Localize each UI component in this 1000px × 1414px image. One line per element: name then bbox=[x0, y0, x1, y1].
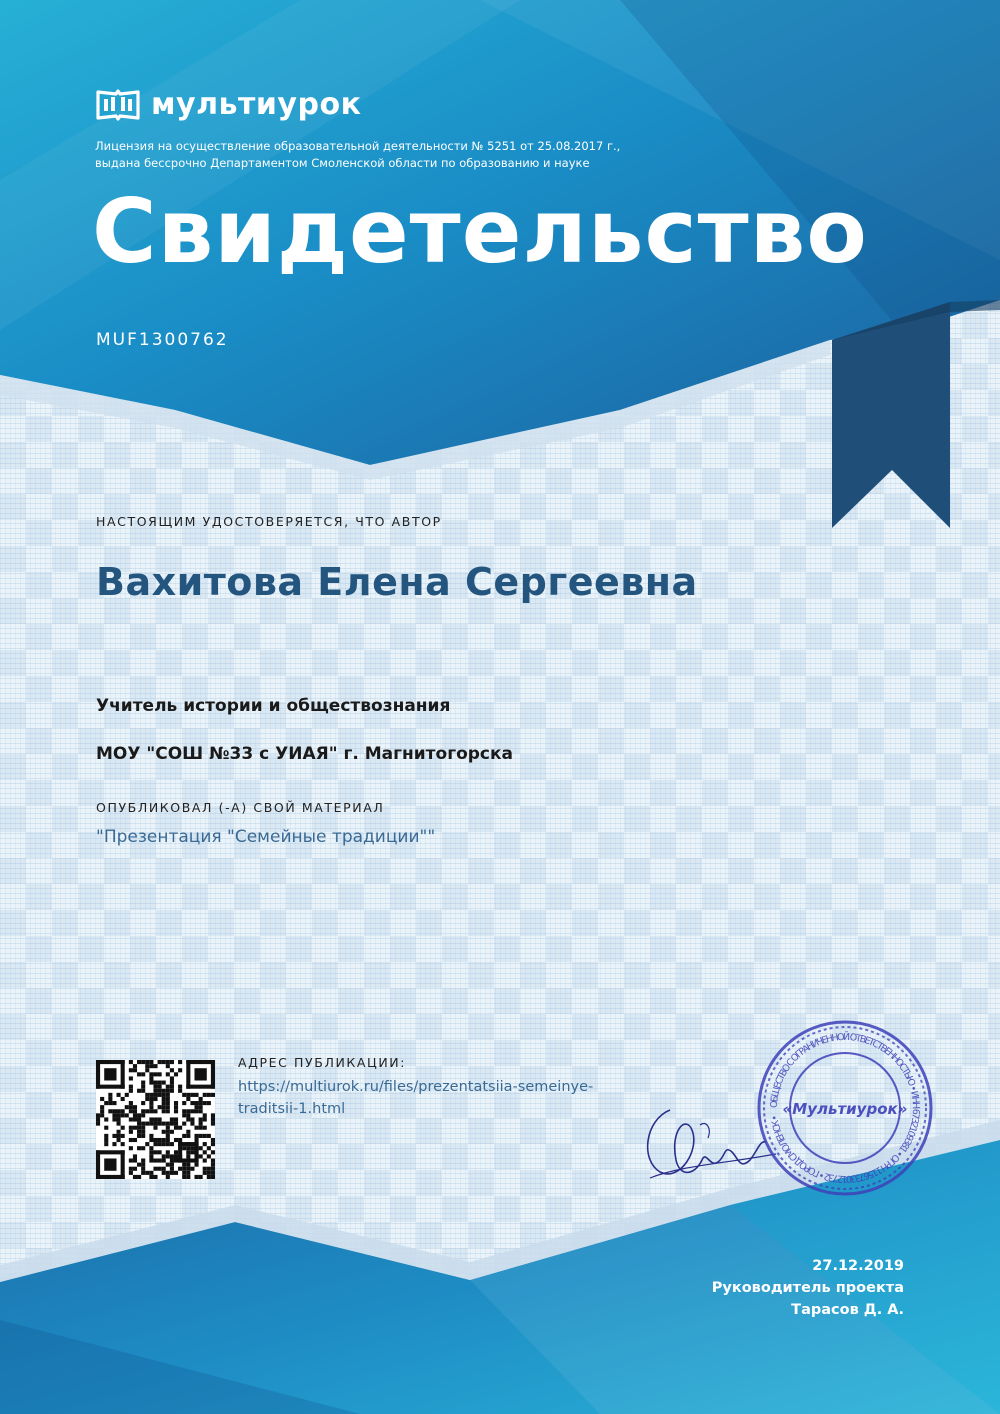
qr-code bbox=[96, 1060, 215, 1179]
logo-text: мультиурок bbox=[151, 86, 362, 122]
company-seal bbox=[755, 1018, 935, 1198]
manager-role: Руководитель проекта bbox=[711, 1280, 904, 1296]
certificate-code: MUF1300762 bbox=[96, 330, 229, 350]
published-label: ОПУБЛИКОВАЛ (-А) СВОЙ МАТЕРИАЛ bbox=[96, 800, 385, 815]
material-title: "Презентация "Семейные традиции"" bbox=[96, 827, 436, 847]
certifies-label: НАСТОЯЩИМ УДОСТОВЕРЯЕТСЯ, ЧТО АВТОР bbox=[96, 514, 442, 529]
manager-name: Тарасов Д. А. bbox=[791, 1302, 904, 1318]
publication-url[interactable]: https://multiurok.ru/files/prezentatsiia-semeinye-traditsii-1.html bbox=[238, 1079, 594, 1117]
book-icon bbox=[95, 86, 141, 122]
seal-ring-text: ОБЩЕСТВО С ОГРАНИЧЕННОЙ ОТВЕТСТВЕННОСТЬЮ • ИНН 6732109381 • ОГРН 1156733012732 • ГОРОД СМОЛЕНСК • bbox=[768, 1031, 922, 1185]
brand-logo bbox=[95, 86, 361, 122]
seal-center-text: «Мультиурок» bbox=[782, 1100, 908, 1118]
certificate-title: Свидетельство bbox=[92, 180, 868, 283]
author-position: Учитель истории и обществознания bbox=[96, 696, 451, 716]
author-name: Вахитова Елена Сергеевна bbox=[96, 560, 698, 604]
license-text bbox=[95, 138, 715, 172]
publication-address-label: АДРЕС ПУБЛИКАЦИИ: bbox=[238, 1055, 407, 1070]
license-line-2: выдана бессрочно Департаментом Смоленской области по образованию и науке bbox=[95, 156, 590, 170]
license-line-1: Лицензия на осуществление образовательной деятельности № 5251 от 25.08.2017 г., bbox=[95, 139, 621, 153]
author-school: МОУ "СОШ №33 с УИАЯ" г. Магнитогорска bbox=[96, 744, 514, 764]
issue-date: 27.12.2019 bbox=[812, 1258, 904, 1274]
footer-signoff bbox=[600, 1255, 904, 1321]
